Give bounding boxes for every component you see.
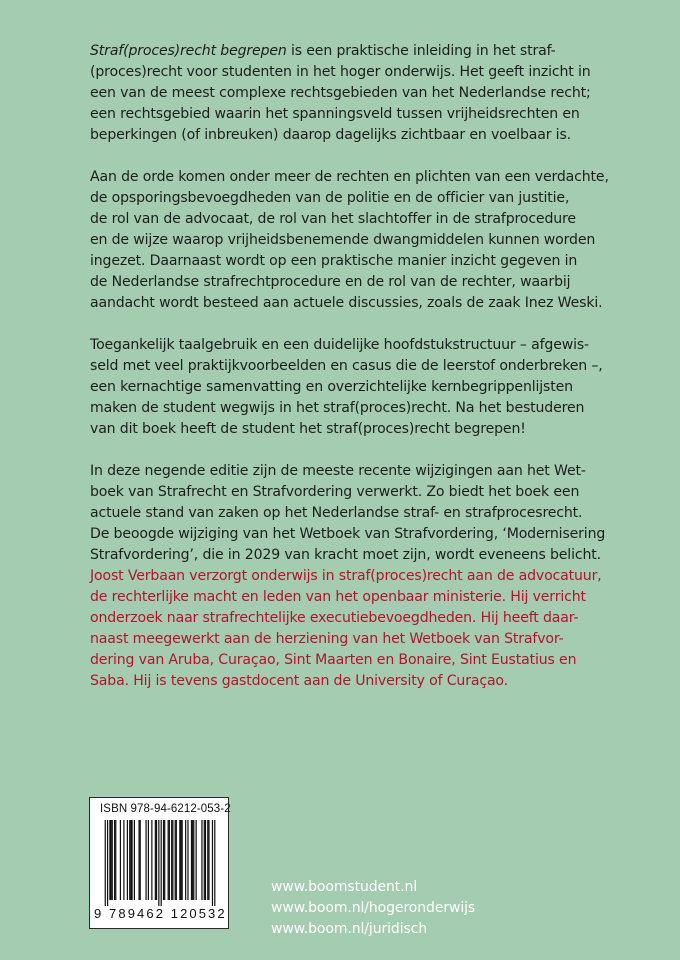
barcode-bar — [180, 820, 181, 900]
barcode-bar — [151, 820, 152, 900]
paragraph-line: Strafvordering’, die in 2029 van kracht moet zijn, wordt eveneens belicht. — [90, 547, 601, 563]
description-paragraph-4 — [90, 461, 608, 566]
barcode-bar — [115, 820, 116, 900]
author-bio-line: naast meegewerkt aan de herziening van het Wetboek van Strafvor- — [90, 631, 564, 647]
barcode-bar — [208, 820, 209, 900]
paragraph-line: maken de student wegwijs in het straf(proces)recht. Na het bestuderen — [90, 400, 585, 416]
barcode-bar — [179, 820, 180, 900]
url-boom-juridisch[interactable]: www.boom.nl/juridisch — [271, 921, 428, 937]
description-paragraph-1 — [90, 41, 608, 146]
paragraph-line: De beoogde wijziging van het Wetboek van Strafvordering, ‘Modernisering — [90, 526, 606, 542]
barcode-bar — [205, 820, 206, 900]
paragraph-line: van dit boek heeft de student het straf(proces)recht begrepen! — [90, 421, 526, 437]
barcode-bar — [163, 820, 164, 900]
barcode-bar — [158, 820, 159, 906]
isbn-barcode — [89, 797, 229, 929]
paragraph-line: een van de meest complexe rechtsgebieden van het Nederlandse recht; — [90, 85, 591, 101]
url-boomstudent[interactable]: www.boomstudent.nl — [271, 879, 418, 895]
barcode-bar — [140, 820, 141, 900]
author-bio-line: Saba. Hij is tevens gastdocent aan de University of Curaçao. — [90, 673, 508, 689]
barcode-bar — [169, 820, 170, 900]
barcode-bar — [192, 820, 193, 900]
barcode-bar — [109, 820, 110, 900]
barcode-bar — [191, 820, 192, 900]
barcode-bar — [107, 820, 108, 906]
website-links — [271, 877, 475, 940]
paragraph-line: (proces)recht voor studenten in het hoger onderwijs. Het geeft inzicht in — [90, 64, 591, 80]
barcode-bar — [112, 820, 113, 900]
paragraph-line: beperkingen (of inbreuken) daarop dagelijks zichtbaar en voelbaar is. — [90, 127, 571, 143]
barcode-bar — [156, 820, 157, 900]
barcode-bar — [145, 820, 146, 900]
barcode-bars — [100, 820, 220, 906]
url-boom-hogeronderwijs[interactable]: www.boom.nl/hogeronderwijs — [271, 900, 476, 916]
barcode-bar — [130, 820, 131, 900]
barcode-bar — [193, 820, 194, 900]
paragraph-line: een rechtsgebied waarin het spanningsveld tussen vrijheidsrechten en — [90, 106, 580, 122]
paragraph-line-rest: is een praktische inleiding in het straf- — [286, 43, 556, 59]
paragraph-line: seld met veel praktijkvoorbeelden en casus die de leerstof onderbreken –, — [90, 358, 603, 374]
barcode-bar — [168, 820, 169, 900]
barcode-bar — [110, 820, 111, 900]
barcode-bar — [207, 820, 208, 900]
barcode-bar — [182, 820, 183, 900]
ean-digits: 9 789462 120532 — [94, 906, 227, 921]
isbn-label: ISBN 978-94-6212-053-2 — [100, 803, 231, 815]
author-bio-line: de rechterlijke macht en leden van het openbaar ministerie. Hij verricht — [90, 589, 586, 605]
barcode-bar — [120, 820, 121, 900]
barcode-bar — [187, 820, 188, 900]
paragraph-line: en de wijze waarop vrijheidsbenemende dwangmiddelen kunnen worden — [90, 232, 596, 248]
barcode-bar — [123, 820, 124, 900]
barcode-bar — [185, 820, 186, 900]
barcode-bar — [131, 820, 132, 900]
barcode-bar — [105, 820, 106, 906]
author-bio-line: onderzoek naar strafrechtelijke executiebevoegdheden. Hij heeft daar- — [90, 610, 579, 626]
barcode-bar — [212, 820, 213, 906]
barcode-bar — [214, 820, 215, 906]
paragraph-line: actuele stand van zaken op het Nederlandse straf- en strafprocesrecht. — [90, 505, 583, 521]
paragraph-line: de Nederlandse strafrechtprocedure en de rol van de rechter, waarbij — [90, 274, 571, 290]
barcode-bar — [175, 820, 176, 900]
barcode-bar — [148, 820, 149, 900]
paragraph-line: boek van Strafrecht en Strafvordering verwerkt. Zo biedt het boek een — [90, 484, 580, 500]
barcode-bar — [161, 820, 162, 906]
description-paragraph-2 — [90, 167, 608, 314]
author-bio — [90, 566, 608, 692]
barcode-bar — [171, 820, 172, 900]
paragraph-line: een kernachtige samenvatting en overzichtelijke kernbegrippenlijsten — [90, 379, 573, 395]
barcode-bar — [204, 820, 205, 900]
barcode-bar — [172, 820, 173, 900]
book-title-italic: Straf(proces)recht begrepen — [90, 43, 287, 59]
barcode-bar — [201, 820, 202, 900]
barcode-bar — [127, 820, 128, 900]
barcode-bar — [114, 820, 115, 900]
paragraph-line: Aan de orde komen onder meer de rechten en plichten van een verdachte, — [90, 169, 609, 185]
paragraph-line: aandacht wordt besteed aan actuele discussies, zoals de zaak Inez Weski. — [90, 295, 603, 311]
barcode-bar — [176, 820, 177, 900]
paragraph-line: In deze negende editie zijn de meeste recente wijzigingen aan het Wet- — [90, 463, 586, 479]
author-bio-line: Joost Verbaan verzorgt onderwijs in straf(proces)recht aan de advocatuur, — [90, 568, 602, 584]
paragraph-line: de opsporingsbevoegdheden van de politie en de officier van justitie, — [90, 190, 570, 206]
author-bio-line: dering van Aruba, Curaçao, Sint Maarten en Bonaire, Sint Eustatius en — [90, 652, 577, 668]
paragraph-line: ingezet. Daarnaast wordt op een praktische manier inzicht gegeven in — [90, 253, 578, 269]
description-paragraph-3 — [90, 335, 608, 440]
barcode-bar — [196, 820, 197, 900]
barcode-bar — [138, 820, 139, 900]
paragraph-line: de rol van de advocaat, de rol van het slachtoffer in de strafprocedure — [90, 211, 576, 227]
barcode-bar — [155, 820, 156, 900]
barcode-bar — [134, 820, 135, 900]
barcode-bar — [164, 820, 165, 900]
paragraph-line — [90, 41, 608, 62]
barcode-bar — [129, 820, 130, 900]
paragraph-line: Toegankelijk taalgebruik en een duidelijke hoofdstukstructuur – afgewis- — [90, 337, 589, 353]
